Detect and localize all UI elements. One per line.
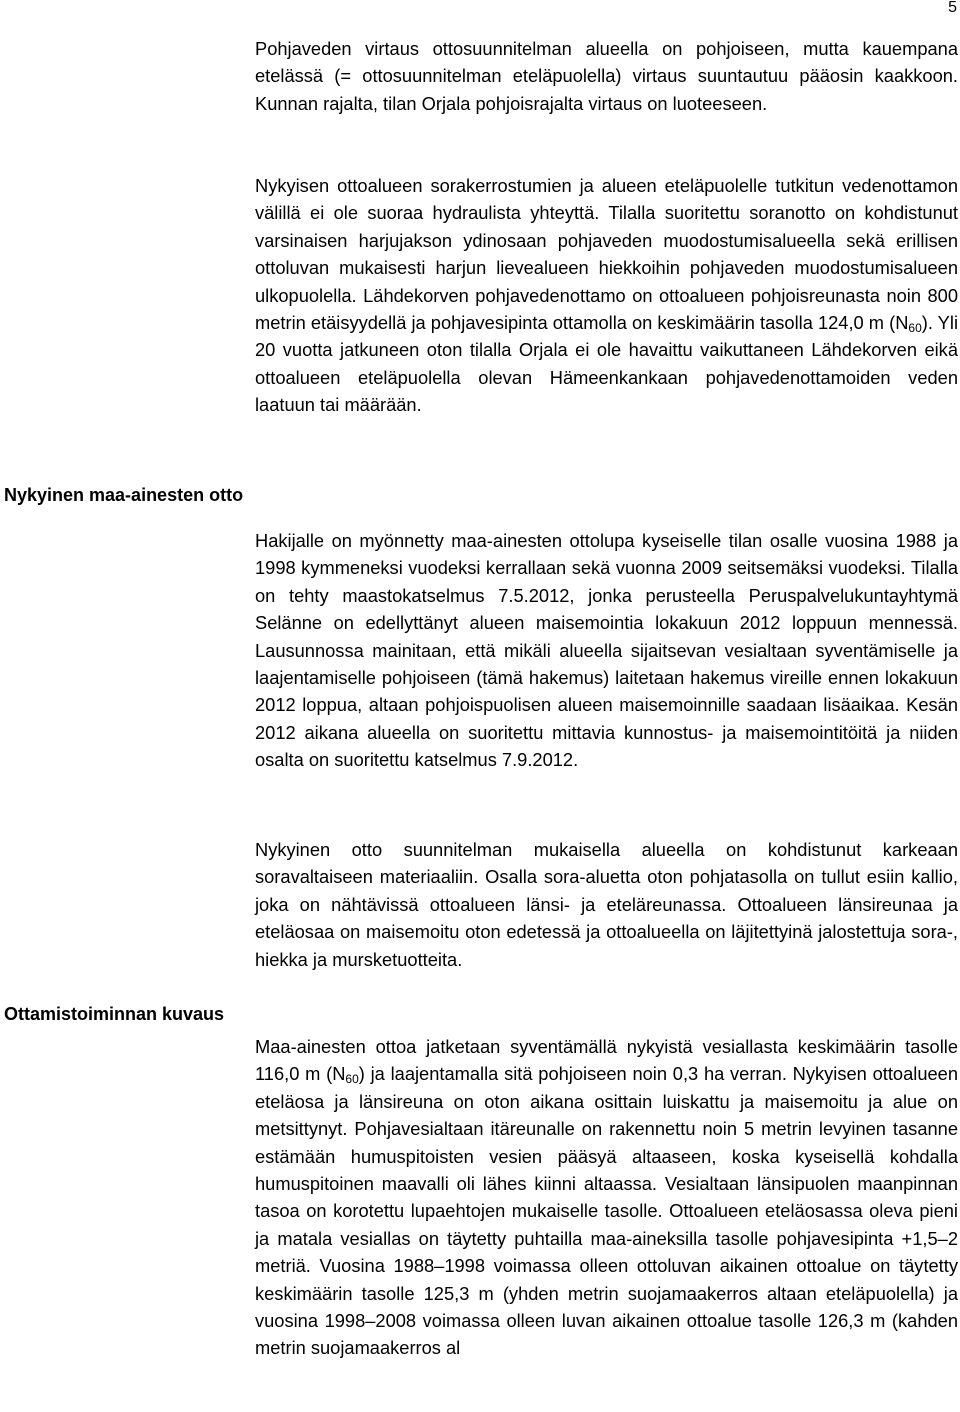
subscript-n60: 60 <box>908 321 922 336</box>
paragraph-text: Pohjaveden virtaus ottosuunnitelman alueella on pohjoiseen, mutta kauempana etelässä (= ottosuunnitelman eteläpuolella) virtaus suuntautuu pääosin kaakkoon. Kunnan rajalta, tilan Orjala pohjoisrajalta virtaus on luoteeseen. <box>255 38 958 114</box>
paragraph-text: Nykyinen otto suunnitelman mukaisella alueella on kohdistunut karkeaan soravaltaiseen materiaaliin. Osalla sora-aluetta oton pohjatasolla on tullut esiin kallio, joka on nähtävissä ottoalueen länsi- ja eteläreunassa. Ottoalueen länsireunaa ja eteläosaa on maisemoitu oton edetessä ja ottoalueella on läjitettyinä jalostettuja sora-, hiekka ja mursketuotteita. <box>255 839 958 970</box>
side-heading-current-extraction: Nykyinen maa-ainesten otto <box>4 485 244 505</box>
paragraph-text: Nykyisen ottoalueen sorakerrostumien ja alueen eteläpuolelle tutkitun vedenottamon välillä ei ole suoraa hydraulista yhteyttä. Tilalla suoritettu soranotto on kohdistunut varsinaisen harjujakson ydinosaan pohjaveden muodostumisalueella sekä erillisen ottoluvan mukaisesti harjun lievealueen hiekkoihin pohjaveden muodostumisalueen ulkopuolella. Lähdekorven pohjavedenottamo on ottoalueen pohjoisreunasta noin 800 metrin etäisyydellä ja pohjavesipinta ottamolla on keskimäärin tasolla 124,0 m (N <box>255 175 958 334</box>
paragraph-text: Hakijalle on myönnetty maa-ainesten ottolupa kyseiselle tilan osalle vuosina 1988 ja 1998 kymmeneksi vuodeksi kerrallaan sekä vuonna 2009 seitsemäksi vuodeksi. Tilalla on tehty maastokatselmus 7.5.2012, jonka perusteella Peruspalvelukuntayhtymä Selänne on edellyttänyt alueen maisemointia lokakuun 2012 loppuun mennessä. Lausunnossa mainitaan, että mikäli alueella sijaitsevan vesialtaan syventämiselle ja laajentamiselle pohjoiseen (tämä hakemus) laitetaan hakemus vireille ennen lokakuun 2012 loppua, altaan pohjoispuolisen alueen maisemoinnille saadaan lisäaikaa. Kesän 2012 aikana alueella on suoritettu mittavia kunnostus- ja maisemointitöitä ja niiden osalta on suoritettu katselmus 7.9.2012. <box>255 530 958 771</box>
paragraph-operation-plan <box>255 1033 958 1362</box>
subscript-n60: 60 <box>345 1072 359 1087</box>
paragraph-groundwater-flow <box>255 35 958 117</box>
paragraph-hydraulic-connection <box>255 172 958 419</box>
paragraph-text: Maa-ainesten ottoa jatketaan syventämällä nykyistä vesiallasta keskimäärin tasolle 116,0 m (N <box>255 1036 958 1085</box>
paragraph-text: ) ja laajentamalla sitä pohjoiseen noin 0,3 ha verran. Nykyisen ottoalueen eteläosa ja länsireuna on oton aikana osittain luiskattu ja maisemoitu ja alue on metsittynyt. Pohjavesialtaan itäreunalle on rakennettu noin 5 metrin levyinen tasanne estämään humuspitoisten vesien pääsyä altaaseen, koska kyseisellä kohdalla humuspitoinen maavalli oli lähes kiinni altaassa. Vesialtaan länsipuolen maanpinnan tasoa on korotettu lupaehtojen mukaiselle tasolle. Ottoalueen eteläosassa oleva pieni ja matala vesiallas on täytetty puhtailla maa-aineksilla tasolle pohjavesipinta +1,5–2 metriä. Vuosina 1988–1998 voimassa olleen ottoluvan aikainen ottoalue on täytetty keskimäärin tasolle 125,3 m (yhden metrin suojamaakerros altaan eteläpuolella) ja vuosina 1998–2008 voimassa olleen luvan aikainen ottoalue tasolle 126,3 m (kahden metrin suojamaakerros al <box>255 1063 958 1359</box>
page-number: 5 <box>948 0 957 16</box>
side-heading-operation-description: Ottamistoiminnan kuvaus <box>4 1004 225 1024</box>
paragraph-current-material <box>255 836 958 973</box>
paragraph-permit-history <box>255 527 958 774</box>
paragraph-text: ). Yli 20 vuotta jatkuneen oton tilalla Orjala ei ole havaittu vaikuttaneen Lähdekorven eikä ottoalueen eteläpuolella olevan Hämeenkankaan pohjavedenottamoiden veden laatuun tai määrään. <box>255 312 959 416</box>
